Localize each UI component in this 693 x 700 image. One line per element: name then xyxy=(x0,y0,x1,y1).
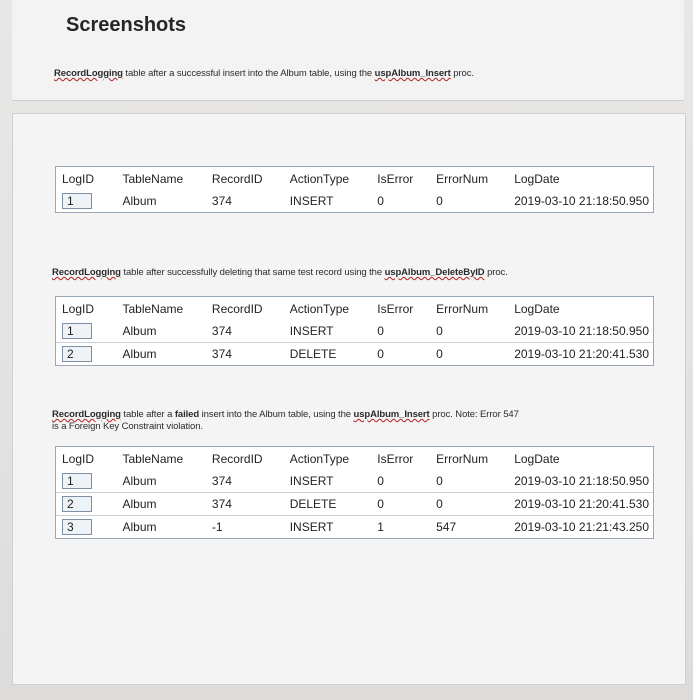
cell-tablename[interactable]: Album xyxy=(116,516,205,539)
cell-logid[interactable] xyxy=(56,516,116,539)
page-title: Screenshots xyxy=(66,14,187,36)
table-row[interactable] xyxy=(56,493,653,516)
results-grid-3 xyxy=(55,446,654,539)
cell-logdate[interactable]: 2019-03-10 21:20:41.530 xyxy=(508,493,653,516)
cell-tablename[interactable]: Album xyxy=(122,194,157,208)
cell-recordid[interactable]: 374 xyxy=(211,194,232,208)
cell-logid[interactable] xyxy=(56,470,116,493)
cell-tablename[interactable]: Album xyxy=(116,493,205,516)
column-header-iserror[interactable]: IsError xyxy=(377,172,414,186)
cell-actiontype[interactable]: DELETE xyxy=(284,493,372,516)
column-header-tablename[interactable]: TableName xyxy=(122,302,184,316)
table-row[interactable] xyxy=(56,320,653,343)
caption-2-table: RecordLogging xyxy=(52,267,121,278)
column-header-errornum[interactable]: ErrorNum xyxy=(436,302,489,316)
cell-tablename[interactable]: Album xyxy=(122,474,157,488)
cell-errornum[interactable]: 0 xyxy=(430,493,508,516)
cell-actiontype[interactable]: DELETE xyxy=(284,343,372,366)
cell-logdate[interactable]: 2019-03-10 21:18:50.950 xyxy=(514,324,649,338)
cell-recordid[interactable]: 374 xyxy=(211,474,232,488)
cell-logid[interactable] xyxy=(56,343,116,366)
cell-iserror[interactable]: 0 xyxy=(371,343,430,366)
table-row[interactable] xyxy=(56,343,653,366)
header-row xyxy=(56,447,653,470)
column-header-errornum[interactable]: ErrorNum xyxy=(436,172,489,186)
caption-3-bold: failed xyxy=(174,409,200,420)
caption-3-post: proc. Note: Error 547 xyxy=(429,409,519,420)
results-table xyxy=(56,297,653,365)
header-row xyxy=(56,297,653,320)
column-header-iserror[interactable]: IsError xyxy=(377,302,414,316)
cell-errornum[interactable]: 0 xyxy=(436,324,443,338)
cell-actiontype[interactable]: INSERT xyxy=(289,324,334,338)
caption-1 xyxy=(54,68,474,79)
cell-logid[interactable] xyxy=(56,320,116,343)
caption-1-proc: uspAlbum_Insert xyxy=(374,68,451,79)
cell-iserror[interactable]: 0 xyxy=(377,324,384,338)
row-number: 1 xyxy=(62,323,92,339)
cell-errornum[interactable]: 0 xyxy=(430,343,508,366)
column-header-recordid[interactable]: RecordID xyxy=(211,302,263,316)
table-row[interactable] xyxy=(56,516,653,539)
row-number: 1 xyxy=(62,193,92,209)
caption-3 xyxy=(52,409,519,433)
caption-2-proc: uspAlbum_DeleteByID xyxy=(384,267,485,278)
cell-recordid[interactable]: 374 xyxy=(211,324,232,338)
cell-logdate[interactable]: 2019-03-10 21:20:41.530 xyxy=(508,343,653,366)
column-header-logdate[interactable]: LogDate xyxy=(514,452,560,466)
cell-errornum[interactable]: 547 xyxy=(430,516,508,539)
table-row[interactable] xyxy=(56,190,653,212)
row-number: 3 xyxy=(62,519,92,535)
caption-3-proc: uspAlbum_Insert xyxy=(353,409,430,420)
column-header-actiontype[interactable]: ActionType xyxy=(289,172,350,186)
column-header-logid[interactable]: LogID xyxy=(62,172,95,186)
cell-actiontype[interactable]: INSERT xyxy=(289,194,334,208)
column-header-tablename[interactable]: TableName xyxy=(122,452,184,466)
column-header-logdate[interactable]: LogDate xyxy=(514,172,560,186)
column-header-tablename[interactable]: TableName xyxy=(122,172,184,186)
caption-1-table: RecordLogging xyxy=(54,68,123,79)
cell-logid[interactable] xyxy=(56,190,116,212)
column-header-actiontype[interactable]: ActionType xyxy=(289,452,350,466)
cell-iserror[interactable]: 0 xyxy=(371,493,430,516)
caption-2-text: table after successfully deleting that same test record using the xyxy=(120,267,385,278)
cell-actiontype[interactable]: INSERT xyxy=(284,516,372,539)
cell-recordid[interactable]: 374 xyxy=(206,493,284,516)
caption-3-text-b: insert into the Album table, using the xyxy=(199,409,354,420)
results-grid-2 xyxy=(55,296,654,366)
column-header-errornum[interactable]: ErrorNum xyxy=(436,452,489,466)
column-header-logdate[interactable]: LogDate xyxy=(514,302,560,316)
row-number: 2 xyxy=(62,496,92,512)
column-header-iserror[interactable]: IsError xyxy=(377,452,414,466)
row-number: 2 xyxy=(62,346,92,362)
caption-3-table: RecordLogging xyxy=(52,409,121,420)
column-header-actiontype[interactable]: ActionType xyxy=(289,302,350,316)
results-table xyxy=(56,167,653,212)
column-header-logid[interactable]: LogID xyxy=(62,302,95,316)
cell-iserror[interactable]: 0 xyxy=(377,194,384,208)
caption-3-line2: is a Foreign Key Constraint violation. xyxy=(52,421,203,432)
cell-errornum[interactable]: 0 xyxy=(436,474,443,488)
cell-logid[interactable] xyxy=(56,493,116,516)
results-grid-1 xyxy=(55,166,654,213)
cell-tablename[interactable]: Album xyxy=(122,324,157,338)
caption-1-post: proc. xyxy=(450,68,474,79)
cell-iserror[interactable]: 1 xyxy=(371,516,430,539)
column-header-recordid[interactable]: RecordID xyxy=(211,452,263,466)
caption-2-post: proc. xyxy=(484,267,508,278)
header-row xyxy=(56,167,653,190)
caption-2 xyxy=(52,267,508,278)
cell-logdate[interactable]: 2019-03-10 21:18:50.950 xyxy=(514,474,649,488)
results-table xyxy=(56,447,653,538)
cell-iserror[interactable]: 0 xyxy=(377,474,384,488)
cell-recordid[interactable]: 374 xyxy=(206,343,284,366)
row-number: 1 xyxy=(62,473,92,489)
caption-3-text-a: table after a xyxy=(120,409,175,420)
caption-1-text: table after a successful insert into the Album table, using the xyxy=(122,68,375,79)
column-header-recordid[interactable]: RecordID xyxy=(211,172,263,186)
header-card xyxy=(12,0,684,101)
cell-tablename[interactable]: Album xyxy=(116,343,205,366)
cell-logdate[interactable]: 2019-03-10 21:18:50.950 xyxy=(514,194,649,208)
table-row[interactable] xyxy=(56,470,653,493)
cell-recordid[interactable]: -1 xyxy=(206,516,284,539)
cell-logdate[interactable]: 2019-03-10 21:21:43.250 xyxy=(508,516,653,539)
cell-errornum[interactable]: 0 xyxy=(436,194,443,208)
column-header-logid[interactable]: LogID xyxy=(62,452,95,466)
cell-actiontype[interactable]: INSERT xyxy=(289,474,334,488)
